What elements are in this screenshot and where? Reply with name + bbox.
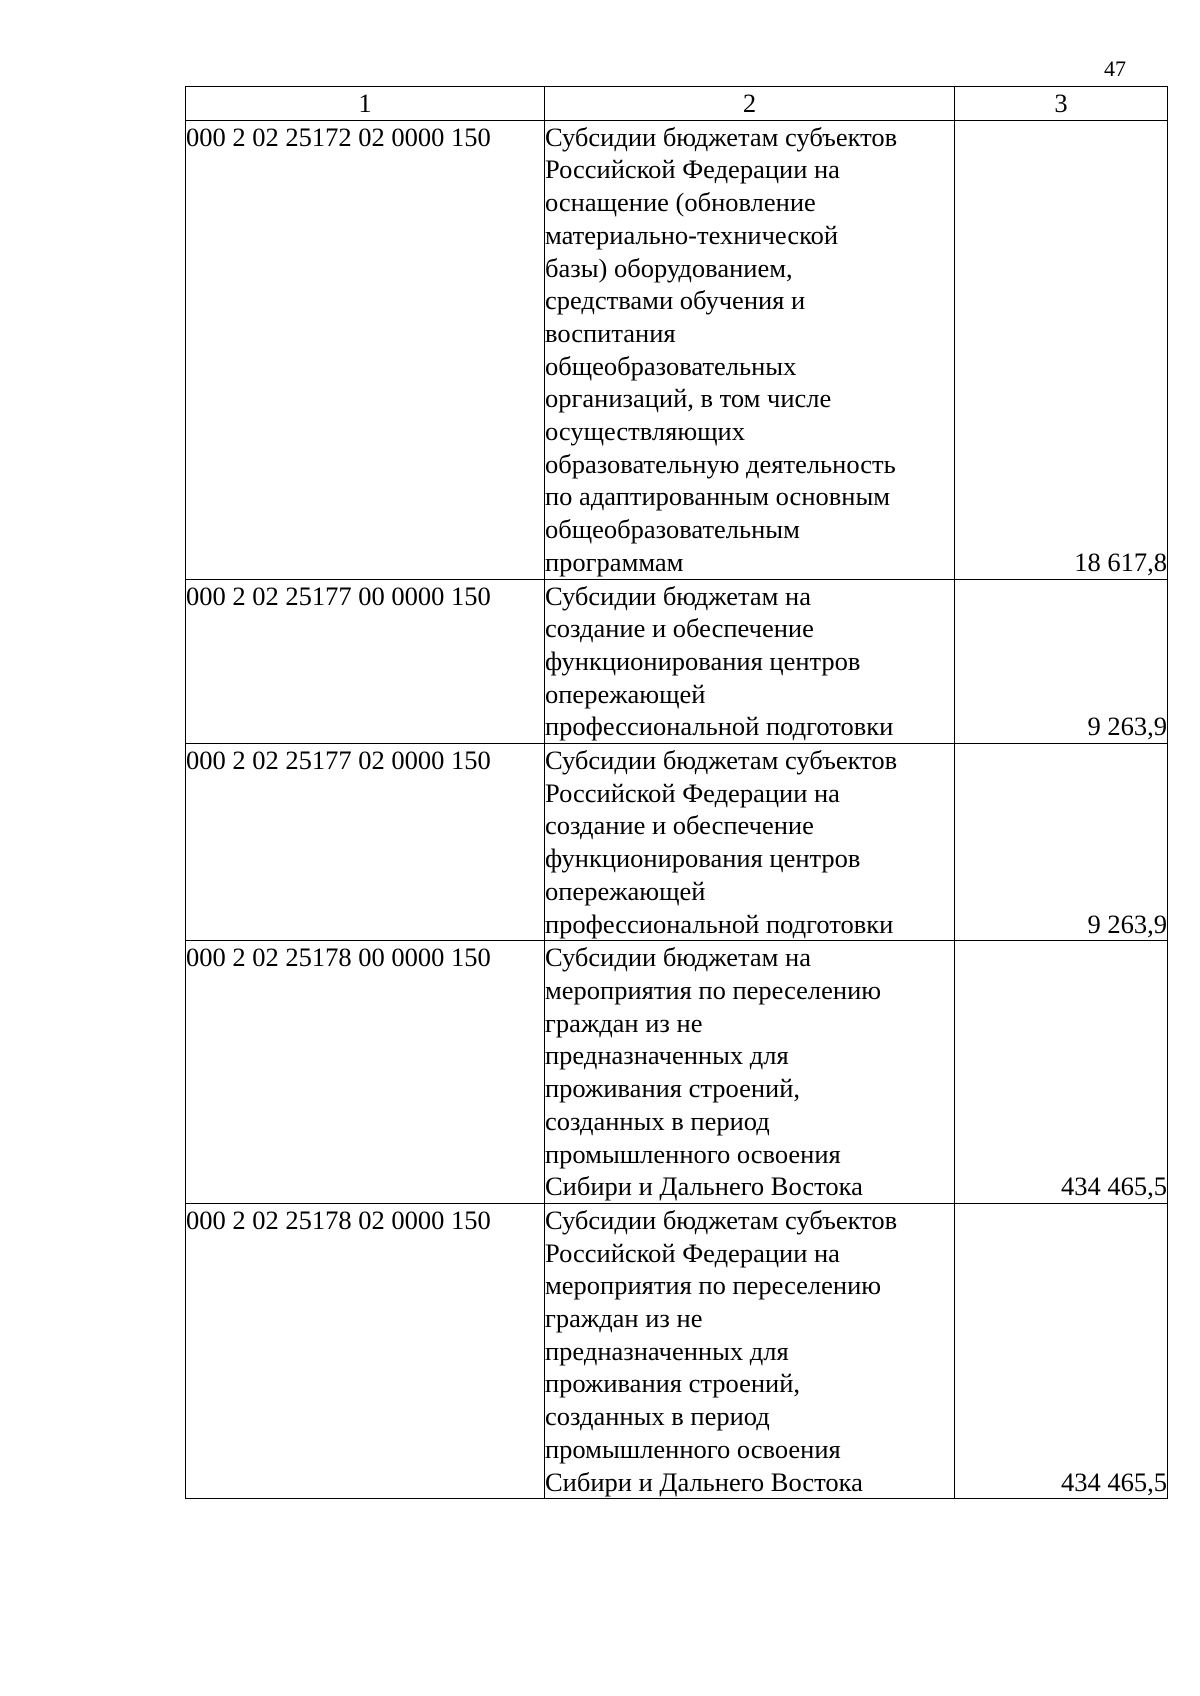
budget-amount: 434 465,5 xyxy=(955,941,1168,1204)
page-number: 47 xyxy=(1104,56,1126,81)
table-row xyxy=(186,120,1168,579)
budget-code: 000 2 02 25178 00 0000 150 xyxy=(186,941,545,1204)
budget-code: 000 2 02 25177 02 0000 150 xyxy=(186,744,545,941)
budget-item-name: Субсидии бюджетам субъектов Российской Федерации на мероприятия по переселению граждан из не предназначенных для проживания строений, созданных в период промышленного освоения Сибири и Дальнего Востока xyxy=(545,1203,955,1498)
budget-item-name: Субсидии бюджетам субъектов Российской Федерации на оснащение (обновление материально-технической базы) оборудованием, средствами обучения и воспитания общеобразовательных организаций, в том числе осуществляющих образовательную деятельность по адаптированным основным общеобразовательным программам xyxy=(545,120,955,579)
column-header-amount: 3 xyxy=(955,87,1168,121)
table-row xyxy=(186,744,1168,941)
table-header-row xyxy=(186,87,1168,121)
budget-amount: 9 263,9 xyxy=(955,579,1168,744)
budget-item-name: Субсидии бюджетам на создание и обеспечение функционирования центров опережающей профессиональной подготовки xyxy=(545,579,955,744)
budget-table xyxy=(185,86,1168,1499)
table-row xyxy=(186,579,1168,744)
budget-code: 000 2 02 25172 02 0000 150 xyxy=(186,120,545,579)
budget-code: 000 2 02 25177 00 0000 150 xyxy=(186,579,545,744)
budget-amount: 434 465,5 xyxy=(955,1203,1168,1498)
column-header-code: 1 xyxy=(186,87,545,121)
budget-amount: 9 263,9 xyxy=(955,744,1168,941)
budget-item-name: Субсидии бюджетам субъектов Российской Федерации на создание и обеспечение функционирования центров опережающей профессиональной подготовки xyxy=(545,744,955,941)
budget-code: 000 2 02 25178 02 0000 150 xyxy=(186,1203,545,1498)
table-row xyxy=(186,1203,1168,1498)
budget-amount: 18 617,8 xyxy=(955,120,1168,579)
table-row xyxy=(186,941,1168,1204)
budget-item-name: Субсидии бюджетам на мероприятия по переселению граждан из не предназначенных для проживания строений, созданных в период промышленного освоения Сибири и Дальнего Востока xyxy=(545,941,955,1204)
column-header-name: 2 xyxy=(545,87,955,121)
